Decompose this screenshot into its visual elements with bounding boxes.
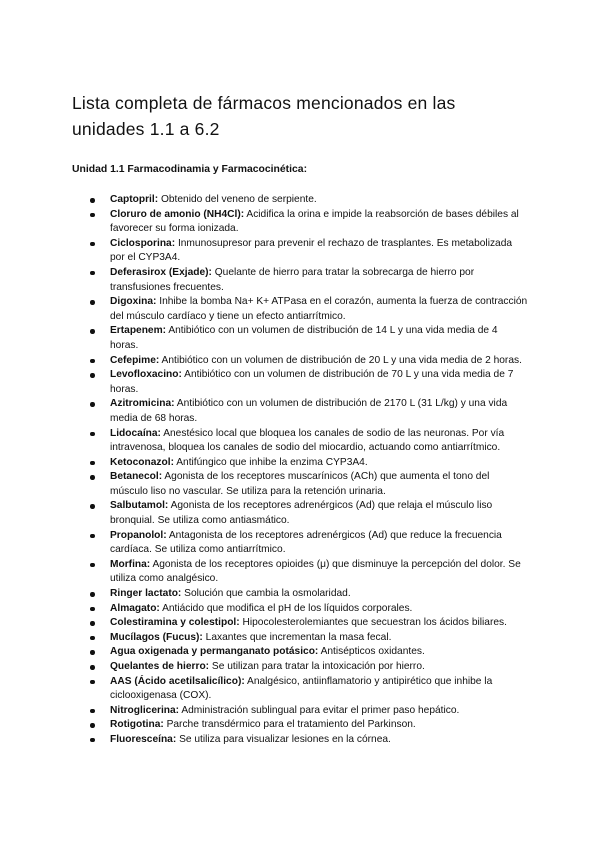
drug-description: Agonista de los receptores adrenérgicos (Ad) que relaja el músculo liso bronquial. Se utiliza como antiasmático. xyxy=(110,500,493,527)
drug-name: Cloruro de amonio (NH4Cl): xyxy=(110,208,245,220)
drug-name: Ringer lactato: xyxy=(110,588,182,600)
list-item xyxy=(110,470,528,499)
list-item xyxy=(110,529,528,558)
drug-description: Administración sublingual para evitar el primer paso hepático. xyxy=(179,704,460,716)
drug-description: Analgésico, antiinflamatorio y antipirético que inhibe la ciclooxigenasa (COX). xyxy=(110,675,493,702)
bullet-icon xyxy=(90,504,95,509)
drug-name: Colestiramina y colestipol: xyxy=(110,617,240,629)
bullet-icon xyxy=(90,709,95,714)
list-item xyxy=(110,675,528,704)
list-item xyxy=(110,237,528,266)
drug-name: Mucílagos (Fucus): xyxy=(110,631,203,643)
list-item xyxy=(110,427,528,456)
bullet-icon xyxy=(90,650,95,655)
drug-name: Agua oxigenada y permanganato potásico: xyxy=(110,646,319,658)
drug-name: Almagato: xyxy=(110,602,160,614)
list-item xyxy=(110,208,528,237)
drug-description: Antibiótico con un volumen de distribución de 2170 L (31 L/kg) y una vida media de 68 horas. xyxy=(110,398,508,424)
drug-name: Ciclosporina: xyxy=(110,237,176,249)
list-item xyxy=(110,602,528,617)
drug-description: Se utilizan para tratar la intoxicación por hierro. xyxy=(209,661,425,672)
bullet-icon xyxy=(90,592,95,597)
list-item xyxy=(110,456,528,471)
bullet-icon xyxy=(90,242,95,247)
list-item xyxy=(110,193,528,208)
drug-name: Nitroglicerina: xyxy=(110,704,180,716)
document-page xyxy=(72,90,528,748)
drug-description: Obtenido del veneno de serpiente. xyxy=(158,194,317,205)
list-item xyxy=(110,616,528,631)
list-item xyxy=(110,354,528,369)
drug-description: Solución que cambia la osmolaridad. xyxy=(181,588,351,600)
bullet-icon xyxy=(90,432,95,437)
list-item xyxy=(110,660,528,675)
drug-description: Acidifica la orina e impide la reabsorción de bases débiles al favorecer su forma ionizada. xyxy=(110,208,519,235)
bullet-icon xyxy=(90,563,95,568)
bullet-icon xyxy=(90,475,95,480)
drug-description: Inhibe la bomba Na+ K+ ATPasa en el corazón, aumenta la fuerza de contracción del músculo cardíaco y tiene un efecto antiarrítmico. xyxy=(110,296,528,322)
drug-name: Quelantes de hierro: xyxy=(110,661,210,672)
drug-name: Morfina: xyxy=(110,558,151,570)
bullet-icon xyxy=(90,198,95,203)
bullet-icon xyxy=(90,329,95,334)
section-heading: Unidad 1.1 Farmacodinamia y Farmacocinética: xyxy=(72,164,308,175)
drug-description: Parche transdérmico para el tratamiento del Parkinson. xyxy=(163,719,416,731)
bullet-icon xyxy=(90,738,95,743)
drug-description: Quelante de hierro para tratar la sobrecarga de hierro por transfusiones frecuentes. xyxy=(110,266,475,293)
drug-description: Antifúngico que inhibe la enzima CYP3A4. xyxy=(173,456,368,468)
drug-description: Agonista de los receptores muscarínicos (ACh) que aumenta el tono del músculo liso no vascular. Se utiliza para la retención urinaria. xyxy=(110,471,490,497)
drug-description: Inmunosupresor para prevenir el rechazo de trasplantes. Es metabolizada por el CYP3A4. xyxy=(110,237,513,264)
list-item xyxy=(110,558,528,587)
drug-name: Captopril: xyxy=(110,194,159,205)
drug-description: Antiácido que modifica el pH de los líquidos corporales. xyxy=(159,602,413,614)
list-item xyxy=(110,324,528,353)
drug-name: Levofloxacino: xyxy=(110,369,182,381)
list-item xyxy=(110,266,528,295)
bullet-icon xyxy=(90,402,95,407)
drug-description: Agonista de los receptores opioides (μ) que disminuye la percepción del dolor. Se utiliza como analgésico. xyxy=(110,558,521,585)
drug-name: Deferasirox (Exjade): xyxy=(110,266,212,278)
drug-description: Antibiótico con un volumen de distribución de 70 L y una vida media de 7 horas. xyxy=(110,369,514,395)
drug-name: Fluoresceína: xyxy=(110,733,177,745)
bullet-icon xyxy=(90,607,95,612)
drug-description: Antibiótico con un volumen de distribución de 20 L y una vida media de 2 horas. xyxy=(159,354,522,366)
drug-description: Laxantes que incrementan la masa fecal. xyxy=(202,631,392,643)
bullet-icon xyxy=(90,680,95,685)
drug-name: Digoxina: xyxy=(110,296,157,308)
bullet-icon xyxy=(90,300,95,305)
bullet-icon xyxy=(90,534,95,539)
drug-name: Ertapenem: xyxy=(110,325,167,337)
bullet-icon xyxy=(90,359,95,364)
list-item xyxy=(110,499,528,528)
list-item xyxy=(110,587,528,602)
drug-list xyxy=(72,193,528,748)
drug-description: Anestésico local que bloquea los canales de sodio de las neuronas. Por vía intravenosa, bloquea los canales de sodio del miocardio, actuando como antiarrítmico. xyxy=(110,427,505,454)
bullet-icon xyxy=(90,621,95,626)
drug-name: Rotigotina: xyxy=(110,719,164,731)
list-item xyxy=(110,631,528,646)
drug-description: Se utiliza para visualizar lesiones en la córnea. xyxy=(176,733,391,745)
bullet-icon xyxy=(90,271,95,276)
drug-description: Antibiótico con un volumen de distribución de 14 L y una vida media de 4 horas. xyxy=(110,325,498,351)
bullet-icon xyxy=(90,373,95,378)
drug-name: Propanolol: xyxy=(110,529,167,541)
list-item xyxy=(110,295,528,324)
drug-name: AAS (Ácido acetilsalicílico): xyxy=(110,675,245,687)
document-title: Lista completa de fármacos mencionados en las unidades 1.1 a 6.2 xyxy=(72,93,456,139)
bullet-icon xyxy=(90,461,95,466)
drug-description: Antisépticos oxidantes. xyxy=(318,646,425,658)
bullet-icon xyxy=(90,636,95,641)
bullet-icon xyxy=(90,723,95,728)
list-item xyxy=(110,718,528,733)
list-item xyxy=(110,704,528,719)
bullet-icon xyxy=(90,665,95,670)
drug-name: Lidocaína: xyxy=(110,427,161,439)
bullet-icon xyxy=(90,213,95,218)
drug-name: Cefepime: xyxy=(110,354,160,366)
list-item xyxy=(110,397,528,426)
list-item xyxy=(110,733,528,748)
drug-name: Betanecol: xyxy=(110,471,163,483)
list-item xyxy=(110,645,528,660)
drug-name: Ketoconazol: xyxy=(110,456,174,468)
drug-description: Hipocolesterolemiantes que secuestran los ácidos biliares. xyxy=(239,617,507,629)
list-item xyxy=(110,368,528,397)
drug-description: Antagonista de los receptores adrenérgicos (Ad) que reduce la frecuencia cardíaca. Se utiliza como antiarrítmico. xyxy=(110,529,502,556)
drug-name: Azitromicina: xyxy=(110,398,175,410)
drug-name: Salbutamol: xyxy=(110,500,169,512)
